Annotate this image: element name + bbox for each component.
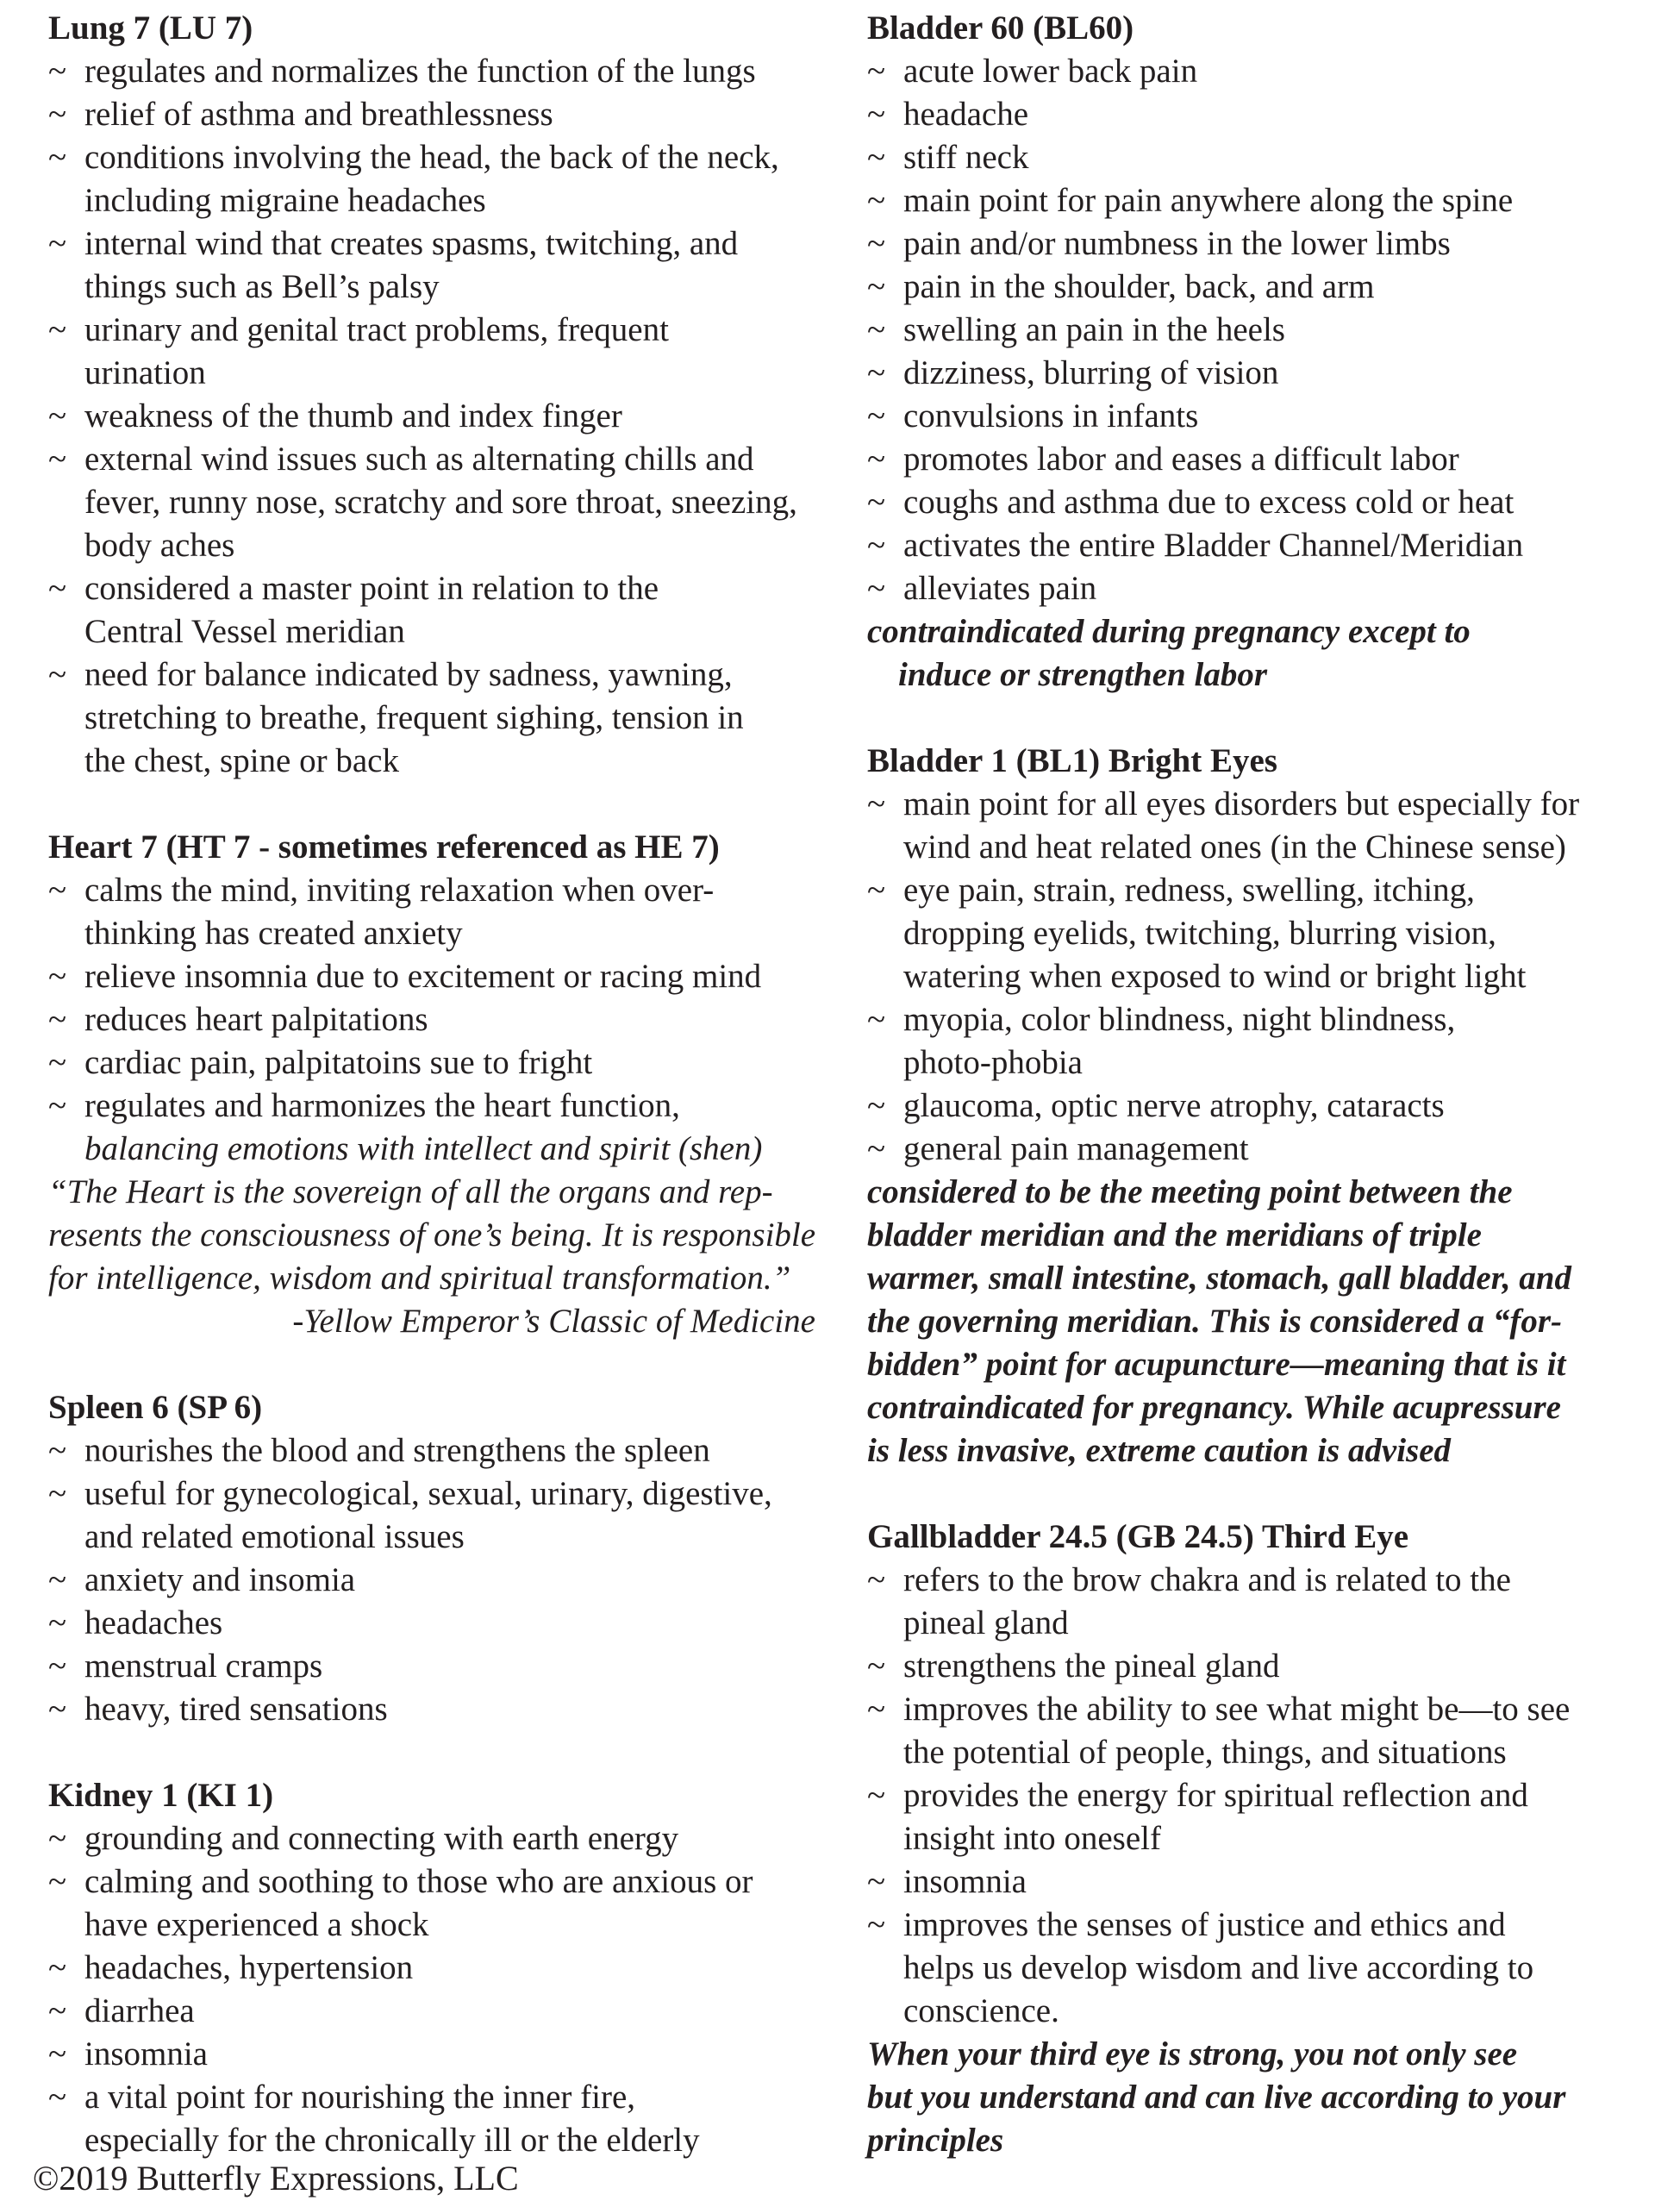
note-line: induce or strengthen labor bbox=[898, 656, 1267, 693]
tilde-bullet: ~ bbox=[48, 311, 67, 348]
tilde-bullet: ~ bbox=[48, 1863, 67, 1900]
item-line: watering when exposed to wind or bright light bbox=[903, 958, 1527, 995]
tilde-bullet: ~ bbox=[867, 872, 886, 909]
tilde-bullet: ~ bbox=[867, 53, 886, 90]
item-line: menstrual cramps bbox=[84, 1647, 323, 1685]
tilde-bullet: ~ bbox=[48, 1691, 67, 1728]
item-line: stretching to breathe, frequent sighing, tension in bbox=[84, 699, 744, 736]
item-line: cardiac pain, palpitatoins sue to fright bbox=[84, 1044, 593, 1081]
item-list bbox=[48, 1429, 824, 1731]
section-heading: Lung 7 (LU 7) bbox=[48, 9, 253, 47]
tilde-bullet: ~ bbox=[867, 139, 886, 176]
item-line: headache bbox=[903, 96, 1029, 133]
list-item bbox=[48, 136, 824, 222]
tilde-bullet: ~ bbox=[48, 1432, 67, 1469]
item-line: calming and soothing to those who are anxious or bbox=[84, 1863, 753, 1900]
tilde-bullet: ~ bbox=[867, 311, 886, 348]
tilde-bullet: ~ bbox=[867, 1906, 886, 1943]
list-item bbox=[867, 395, 1643, 438]
item-line: regulates and normalizes the function of the lungs bbox=[84, 53, 756, 90]
item-line: swelling an pain in the heels bbox=[903, 311, 1285, 348]
item-line: need for balance indicated by sadness, yawning, bbox=[84, 656, 733, 693]
list-item bbox=[867, 438, 1643, 481]
list-item bbox=[867, 309, 1643, 352]
tilde-bullet: ~ bbox=[867, 96, 886, 133]
quote-attribution: -Yellow Emperor’s Classic of Medicine bbox=[292, 1303, 815, 1340]
item-list bbox=[867, 783, 1643, 1171]
list-item bbox=[867, 1128, 1643, 1171]
section-spleen bbox=[48, 1386, 824, 1731]
tilde-bullet: ~ bbox=[48, 1992, 67, 2029]
note-line: considered to be the meeting point between the bbox=[867, 1173, 1513, 1210]
item-line: grounding and connecting with earth energy bbox=[84, 1820, 679, 1857]
item-line: and related emotional issues bbox=[84, 1518, 465, 1555]
tilde-bullet: ~ bbox=[867, 354, 886, 391]
list-item bbox=[48, 2076, 824, 2162]
list-item bbox=[48, 1429, 824, 1472]
tilde-bullet: ~ bbox=[867, 225, 886, 262]
list-item bbox=[48, 567, 824, 653]
tilde-bullet: ~ bbox=[48, 570, 67, 607]
item-line: main point for pain anywhere along the spine bbox=[903, 182, 1514, 219]
item-line: the chest, spine or back bbox=[84, 742, 399, 779]
list-item bbox=[48, 1860, 824, 1947]
tilde-bullet: ~ bbox=[867, 1647, 886, 1685]
quote-line: for intelligence, wisdom and spiritual transformation.” bbox=[48, 1260, 791, 1297]
tilde-bullet: ~ bbox=[867, 1863, 886, 1900]
item-line: coughs and asthma due to excess cold or heat bbox=[903, 484, 1514, 521]
tilde-bullet: ~ bbox=[48, 1001, 67, 1038]
tilde-bullet: ~ bbox=[48, 1087, 67, 1124]
list-item bbox=[867, 1645, 1643, 1688]
tilde-bullet: ~ bbox=[867, 570, 886, 607]
list-item bbox=[48, 955, 824, 998]
quote-line: “The Heart is the sovereign of all the organs and rep- bbox=[48, 1173, 773, 1210]
item-line: convulsions in infants bbox=[903, 397, 1199, 435]
section-bladder-60 bbox=[867, 7, 1643, 697]
list-item bbox=[48, 998, 824, 1041]
item-line: insomnia bbox=[903, 1863, 1027, 1900]
list-item bbox=[48, 395, 824, 438]
third-eye-note bbox=[867, 2033, 1643, 2162]
note-line: warmer, small intestine, stomach, gall bladder, and bbox=[867, 1260, 1571, 1297]
list-item bbox=[48, 1817, 824, 1860]
item-line: external wind issues such as alternating chills and bbox=[84, 441, 754, 478]
tilde-bullet: ~ bbox=[48, 441, 67, 478]
tilde-bullet: ~ bbox=[867, 1130, 886, 1167]
item-line: general pain management bbox=[903, 1130, 1249, 1167]
tilde-bullet: ~ bbox=[867, 1691, 886, 1728]
tilde-bullet: ~ bbox=[867, 527, 886, 564]
list-item bbox=[48, 438, 824, 567]
item-line: nourishes the blood and strengthens the spleen bbox=[84, 1432, 710, 1469]
section-kidney bbox=[48, 1774, 824, 2162]
item-line: conditions involving the head, the back of the neck, bbox=[84, 139, 779, 176]
list-item bbox=[867, 352, 1643, 395]
list-item bbox=[48, 1559, 824, 1602]
item-line: considered a master point in relation to the bbox=[84, 570, 659, 607]
list-item bbox=[867, 1688, 1643, 1774]
list-item bbox=[867, 266, 1643, 309]
copyright-footer: ©2019 Butterfly Expressions, LLC bbox=[33, 2159, 519, 2198]
item-line: Central Vessel meridian bbox=[84, 613, 405, 650]
tilde-bullet: ~ bbox=[48, 958, 67, 995]
item-line: refers to the brow chakra and is related to the bbox=[903, 1561, 1511, 1598]
item-line: myopia, color blindness, night blindness, bbox=[903, 1001, 1456, 1038]
list-item bbox=[867, 567, 1643, 610]
section-heading: Bladder 1 (BL1) Bright Eyes bbox=[867, 742, 1277, 779]
item-line: dizziness, blurring of vision bbox=[903, 354, 1279, 391]
item-line: calms the mind, inviting relaxation when over- bbox=[84, 872, 715, 909]
section-heading: Gallbladder 24.5 (GB 24.5) Third Eye bbox=[867, 1518, 1409, 1555]
list-item bbox=[48, 1602, 824, 1645]
item-line: a vital point for nourishing the inner fire, bbox=[84, 2079, 636, 2116]
item-line: promotes labor and eases a difficult labor bbox=[903, 441, 1459, 478]
tilde-bullet: ~ bbox=[48, 1647, 67, 1685]
list-item bbox=[48, 653, 824, 783]
item-line: pineal gland bbox=[903, 1604, 1069, 1641]
tilde-bullet: ~ bbox=[867, 441, 886, 478]
item-line: headaches bbox=[84, 1604, 223, 1641]
list-item bbox=[48, 1645, 824, 1688]
list-item bbox=[867, 179, 1643, 222]
item-line: regulates and harmonizes the heart function, bbox=[84, 1087, 680, 1124]
item-list bbox=[867, 50, 1643, 610]
item-list bbox=[867, 1559, 1643, 2033]
list-item bbox=[867, 222, 1643, 266]
item-line: things such as Bell’s palsy bbox=[84, 268, 440, 305]
list-item bbox=[48, 869, 824, 955]
note-line: contraindicated during pregnancy except to bbox=[867, 613, 1471, 650]
note-line: but you understand and can live according to your bbox=[867, 2079, 1566, 2116]
tilde-bullet: ~ bbox=[48, 397, 67, 435]
item-line: stiff neck bbox=[903, 139, 1029, 176]
section-bladder-1 bbox=[867, 740, 1643, 1472]
item-line: including migraine headaches bbox=[84, 182, 486, 219]
item-list bbox=[48, 869, 824, 1171]
right-column bbox=[867, 7, 1643, 2162]
tilde-bullet: ~ bbox=[867, 182, 886, 219]
note-line: contraindicated for pregnancy. While acupressure bbox=[867, 1389, 1561, 1426]
list-item bbox=[867, 783, 1643, 869]
item-line: alleviates pain bbox=[903, 570, 1097, 607]
item-line: the potential of people, things, and situations bbox=[903, 1734, 1507, 1771]
item-line: internal wind that creates spasms, twitching, and bbox=[84, 225, 739, 262]
item-line: fever, runny nose, scratchy and sore throat, sneezing, bbox=[84, 484, 797, 521]
item-line: body aches bbox=[84, 527, 235, 564]
list-item bbox=[48, 1990, 824, 2033]
item-line: diarrhea bbox=[84, 1992, 195, 2029]
item-line: dropping eyelids, twitching, blurring vision, bbox=[903, 915, 1496, 952]
list-item bbox=[48, 309, 824, 395]
list-item bbox=[867, 93, 1643, 136]
tilde-bullet: ~ bbox=[48, 656, 67, 693]
item-line: pain in the shoulder, back, and arm bbox=[903, 268, 1375, 305]
note-line: the governing meridian. This is considered a “for- bbox=[867, 1303, 1563, 1340]
tilde-bullet: ~ bbox=[48, 2079, 67, 2116]
tilde-bullet: ~ bbox=[48, 1044, 67, 1081]
list-item bbox=[867, 1559, 1643, 1645]
list-item bbox=[48, 1947, 824, 1990]
list-item bbox=[867, 998, 1643, 1085]
tilde-bullet: ~ bbox=[48, 2035, 67, 2073]
item-line-italic: balancing emotions with intellect and spirit (shen) bbox=[84, 1130, 763, 1167]
item-line: useful for gynecological, sexual, urinary, digestive, bbox=[84, 1475, 772, 1512]
list-item bbox=[48, 1085, 824, 1171]
section-heading: Heart 7 (HT 7 - sometimes referenced as HE 7) bbox=[48, 828, 720, 866]
note-line: When your third eye is strong, you not only see bbox=[867, 2035, 1518, 2073]
item-line: thinking has created anxiety bbox=[84, 915, 463, 952]
item-line: eye pain, strain, redness, swelling, itching, bbox=[903, 872, 1475, 909]
list-item bbox=[48, 1472, 824, 1559]
tilde-bullet: ~ bbox=[48, 1475, 67, 1512]
tilde-bullet: ~ bbox=[867, 1777, 886, 1814]
tilde-bullet: ~ bbox=[867, 397, 886, 435]
tilde-bullet: ~ bbox=[48, 1820, 67, 1857]
item-list bbox=[48, 1817, 824, 2162]
list-item bbox=[867, 1860, 1643, 1904]
item-line: photo-phobia bbox=[903, 1044, 1083, 1081]
list-item bbox=[867, 1774, 1643, 1860]
section-heading: Kidney 1 (KI 1) bbox=[48, 1777, 274, 1814]
section-heading: Spleen 6 (SP 6) bbox=[48, 1389, 263, 1426]
item-line: relief of asthma and breathlessness bbox=[84, 96, 553, 133]
note-line: bladder meridian and the meridians of triple bbox=[867, 1216, 1482, 1254]
item-line: pain and/or numbness in the lower limbs bbox=[903, 225, 1451, 262]
item-line: improves the ability to see what might be—to see bbox=[903, 1691, 1571, 1728]
list-item bbox=[48, 222, 824, 309]
tilde-bullet: ~ bbox=[48, 1949, 67, 1986]
tilde-bullet: ~ bbox=[867, 1001, 886, 1038]
tilde-bullet: ~ bbox=[48, 872, 67, 909]
item-line: anxiety and insomia bbox=[84, 1561, 356, 1598]
tilde-bullet: ~ bbox=[867, 1561, 886, 1598]
item-line: activates the entire Bladder Channel/Meridian bbox=[903, 527, 1524, 564]
contraindication-note bbox=[867, 610, 1643, 697]
item-line: main point for all eyes disorders but especially for bbox=[903, 785, 1580, 822]
tilde-bullet: ~ bbox=[867, 484, 886, 521]
list-item bbox=[48, 2033, 824, 2076]
item-line: improves the senses of justice and ethics and bbox=[903, 1906, 1506, 1943]
section-gallbladder bbox=[867, 1516, 1643, 2162]
tilde-bullet: ~ bbox=[48, 225, 67, 262]
item-line: wind and heat related ones (in the Chinese sense) bbox=[903, 828, 1566, 866]
item-line: weakness of the thumb and index finger bbox=[84, 397, 622, 435]
item-line: especially for the chronically ill or the elderly bbox=[84, 2122, 700, 2159]
list-item bbox=[867, 136, 1643, 179]
item-line: insight into oneself bbox=[903, 1820, 1161, 1857]
quote-line: resents the consciousness of one’s being. It is responsible bbox=[48, 1216, 816, 1254]
tilde-bullet: ~ bbox=[867, 268, 886, 305]
list-item bbox=[867, 1904, 1643, 2033]
tilde-bullet: ~ bbox=[48, 139, 67, 176]
item-line: relieve insomnia due to excitement or racing mind bbox=[84, 958, 762, 995]
tilde-bullet: ~ bbox=[48, 53, 67, 90]
item-line: have experienced a shock bbox=[84, 1906, 429, 1943]
tilde-bullet: ~ bbox=[867, 1087, 886, 1124]
tilde-bullet: ~ bbox=[48, 1561, 67, 1598]
list-item bbox=[48, 93, 824, 136]
item-list bbox=[48, 50, 824, 783]
section-heading: Bladder 60 (BL60) bbox=[867, 9, 1134, 47]
caution-note bbox=[867, 1171, 1643, 1472]
tilde-bullet: ~ bbox=[48, 96, 67, 133]
item-line: helps us develop wisdom and live according to bbox=[903, 1949, 1534, 1986]
list-item bbox=[867, 869, 1643, 998]
list-item bbox=[867, 50, 1643, 93]
item-line: urinary and genital tract problems, frequent bbox=[84, 311, 669, 348]
item-line: urination bbox=[84, 354, 206, 391]
tilde-bullet: ~ bbox=[48, 1604, 67, 1641]
quote bbox=[48, 1171, 824, 1343]
item-line: reduces heart palpitations bbox=[84, 1001, 428, 1038]
item-line: conscience. bbox=[903, 1992, 1059, 2029]
item-line: acute lower back pain bbox=[903, 53, 1198, 90]
note-line: is less invasive, extreme caution is advised bbox=[867, 1432, 1452, 1469]
list-item bbox=[48, 50, 824, 93]
item-line: heavy, tired sensations bbox=[84, 1691, 388, 1728]
left-column bbox=[48, 7, 824, 2162]
item-line: glaucoma, optic nerve atrophy, cataracts bbox=[903, 1087, 1445, 1124]
list-item bbox=[48, 1688, 824, 1731]
section-heart bbox=[48, 826, 824, 1343]
note-line: principles bbox=[867, 2122, 1004, 2159]
list-item bbox=[867, 481, 1643, 524]
item-line: insomnia bbox=[84, 2035, 208, 2073]
note-line: bidden” point for acupuncture—meaning that is it bbox=[867, 1346, 1566, 1383]
item-line: headaches, hypertension bbox=[84, 1949, 414, 1986]
section-lung bbox=[48, 7, 824, 783]
list-item bbox=[48, 1041, 824, 1085]
item-line: strengthens the pineal gland bbox=[903, 1647, 1280, 1685]
tilde-bullet: ~ bbox=[867, 785, 886, 822]
list-item bbox=[867, 524, 1643, 567]
list-item bbox=[867, 1085, 1643, 1128]
item-line: provides the energy for spiritual reflection and bbox=[903, 1777, 1528, 1814]
